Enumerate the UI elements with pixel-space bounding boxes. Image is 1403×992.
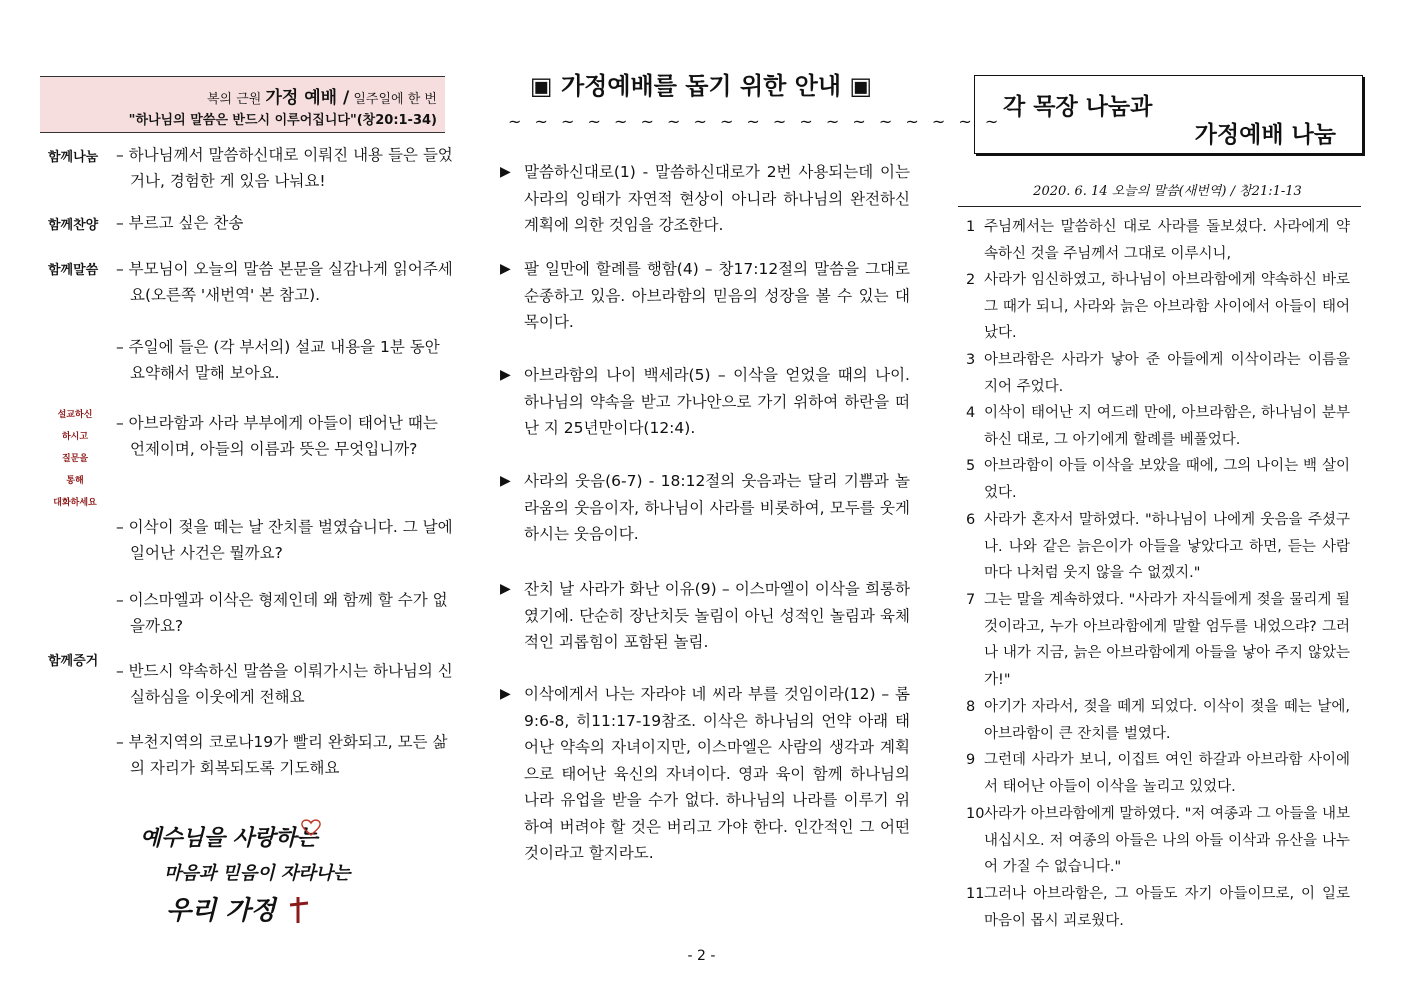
play-arrow-icon: ▶	[500, 473, 511, 489]
play-arrow-icon: ▶	[500, 367, 511, 383]
verse	[966, 453, 1350, 506]
list-item: – 부모님이 오늘의 말씀 본문을 실감나게 읽어주세요(오른쪽 '새번역' 본 참고).	[116, 260, 453, 304]
play-arrow-icon: ▶	[500, 581, 511, 597]
sharing-title-box	[974, 75, 1363, 154]
list-item: – 아브라함과 사라 부부에게 아들이 태어난 때는 언제이며, 아들의 이름과 뜻은 무엇입니까?	[116, 414, 438, 458]
side-note-line: 설교하신	[57, 410, 93, 420]
verse-number: 10	[966, 806, 985, 822]
guide-bullet	[500, 681, 910, 867]
guide-bullet	[500, 468, 910, 548]
guide-bullet	[500, 159, 910, 239]
verse-number: 7	[966, 592, 976, 608]
box-title-line-2: 가정예배 나눔	[1194, 122, 1336, 148]
list-item: – 부천지역의 코로나19가 빨리 완화되고, 모든 삶의 자리가 회복되도록 기도해요	[116, 733, 448, 777]
verse-text: 아기가 자라서, 젖을 떼게 되었다. 이삭이 젖을 떼는 날에, 아브라함이 큰 잔치를 벌였다.	[984, 699, 1350, 742]
wave-divider: ~ ~ ~ ~ ~ ~ ~ ~ ~ ~ ~ ~ ~ ~ ~ ~ ~ ~ ~	[508, 112, 1003, 131]
verse-number: 6	[966, 512, 976, 528]
bullet-text: 잔치 날 사라가 화난 이유(9) – 이스마엘이 이삭을 희롱하였기에. 단순히 장난치듯 놀림이 아닌 성적인 놀림과 육체적인 괴롭힘이 포함된 놀림.	[524, 580, 910, 651]
header-theme: "하나님의 말씀은 반드시 이루어집니다"(창20:1-34)	[128, 113, 437, 128]
verse	[966, 347, 1350, 400]
bullet-text: 팔 일만에 할례를 행함(4) – 창17:12절의 말씀을 그대로 순종하고 있음. 아브라함의 믿음의 성장을 볼 수 있는 대목이다.	[524, 260, 910, 331]
list-item: – 주일에 들은 (각 부서의) 설교 내용을 1분 동안 요약해서 말해 보아요.	[116, 338, 440, 382]
scripture-date: 2020. 6. 14 오늘의 말씀(새번역) / 창21:1-13	[1033, 184, 1302, 199]
header-prefix: 복의 근원	[206, 92, 262, 107]
cross-icon	[290, 897, 308, 923]
verse-text: 주님께서는 말씀하신 대로 사라를 돌보셨다. 사라에게 약속하신 것을 주님께서 그대로 이루시니,	[984, 219, 1350, 262]
label-praise: 함께찬양	[48, 218, 99, 233]
verse-text: 이삭이 태어난 지 여드레 만에, 아브라함은, 하나님이 분부하신 대로, 그 아기에게 할례를 베풀었다.	[984, 405, 1350, 448]
bullet-text: 사라의 웃음(6-7) - 18:12절의 웃음과는 달리 기쁨과 놀라움의 웃음이자, 하나님이 사라를 비롯하여, 모두를 웃게 하시는 웃음이다.	[524, 472, 910, 543]
list-item: – 이삭이 젖을 떼는 날 잔치를 벌였습니다. 그 날에 일어난 사건은 뭘까요?	[116, 518, 453, 562]
verse-text: 그런데 사라가 보니, 이집트 여인 하갈과 아브라함 사이에서 태어난 아들이 이삭을 놀리고 있었다.	[984, 752, 1350, 795]
divider	[958, 206, 1361, 207]
bullet-text: 아브라함의 나이 백세라(5) – 이삭을 얻었을 때의 나이. 하나님의 약속을 받고 가나안으로 가기 위하여 하란을 떠난 지 25년만이다(12:4).	[524, 366, 910, 437]
verse-number: 3	[966, 352, 976, 368]
bullet-text: 말씀하신대로(1) - 말씀하신대로가 2번 사용되는데 이는 사라의 잉태가 자연적 현상이 아니라 하나님의 완전하신 계획에 의한 것임을 강조한다.	[524, 163, 910, 234]
side-note-line: 통해	[66, 476, 84, 486]
verse-text: 사라가 아브라함에게 말하였다. "저 여종과 그 아들을 내보내십시오. 저 여종의 아들은 나의 아들 이삭과 유산을 나누어 가질 수 없습니다."	[984, 806, 1350, 875]
verse	[966, 747, 1350, 800]
guide-bullet	[500, 362, 910, 442]
header-title: 가정 예배 /	[265, 88, 350, 108]
verse-number: 1	[966, 219, 976, 235]
box-title-line-1: 각 목장 나눔과	[1003, 94, 1153, 120]
verse-text: 사라가 임신하였고, 하나님이 아브라함에게 약속하신 바로 그 때가 되니, 사라와 늙은 아브라함 사이에서 아들이 태어났다.	[984, 272, 1350, 341]
verse-text: 아브라함은 사라가 낳아 준 아들에게 이삭이라는 이름을 지어 주었다.	[984, 352, 1350, 395]
list-item: – 이스마엘과 이삭은 형제인데 왜 함께 할 수가 없을까요?	[116, 591, 448, 635]
verse-text: 아브라함이 아들 이삭을 보았을 때에, 그의 나이는 백 살이었다.	[984, 458, 1350, 501]
list-item: – 반드시 약속하신 말씀을 이뤄가시는 하나님의 신실하심을 이웃에게 전해요	[116, 662, 453, 706]
verse-text: 그는 말을 계속하였다. "사라가 자식들에게 젖을 물리게 될 것이라고, 누가 아브라함에게 말할 엄두를 내었으랴? 그러나 내가 지금, 늙은 아브라함에게 아들을 낳아 주지 않았는가!"	[984, 592, 1350, 688]
label-witness: 함께증거	[48, 654, 99, 669]
guide-bullet	[500, 576, 910, 656]
verse-number: 2	[966, 272, 976, 288]
sig-line-3: 우리 가정	[166, 896, 276, 926]
verse-number: 9	[966, 752, 976, 768]
play-arrow-icon: ▶	[500, 686, 511, 702]
verse-number: 4	[966, 405, 976, 421]
list-item: – 부르고 싶은 찬송	[116, 214, 244, 232]
verse-number: 8	[966, 699, 976, 715]
header-row	[207, 83, 437, 108]
header-frequency: 일주일에 한 번	[353, 92, 437, 107]
page-number: - 2 -	[687, 948, 716, 964]
calligraphy-signature	[130, 815, 360, 930]
play-arrow-icon: ▶	[500, 164, 511, 180]
side-note-line: 하시고	[61, 432, 89, 442]
verse	[966, 214, 1350, 267]
calligraphy-art	[130, 815, 360, 930]
list-item: – 하나님께서 말씀하신대로 이뤄진 내용 들은 들었거나, 경험한 게 있음 나눠요!	[116, 146, 453, 190]
sig-line-2: 마음과 믿음이 자라나는	[164, 863, 351, 884]
guide-title: ▣ 가정예배를 돕기 위한 안내 ▣	[529, 72, 873, 100]
label-word: 함께말씀	[48, 263, 99, 278]
play-arrow-icon: ▶	[500, 261, 511, 277]
side-note	[50, 404, 100, 514]
label-share: 함께나눔	[48, 150, 99, 165]
verse-number: 11	[966, 886, 985, 902]
verse	[966, 694, 1350, 747]
verse	[966, 587, 1350, 693]
side-note-line: 대화하세요	[53, 498, 97, 508]
verse	[966, 801, 1350, 881]
side-note-line: 질문을	[61, 454, 89, 464]
verse	[966, 881, 1350, 934]
verse	[966, 267, 1350, 347]
bullet-text: 이삭에게서 나는 자라야 네 씨라 부를 것임이라(12) – 롬9:6-8, 히11:17-19참조. 이삭은 하나님의 언약 아래 태어난 약속의 자녀이지만, 이스마엘은 사람의 생각과 계획으로 태어난 육신의 자녀이다. 영과 육이 함께 하나님의 나라 유업을 받을 수가 없다. 하나님의 나라를 이루기 위하여 버려야 할 것은 버리고 가야 한다. 인간적인 그 어떤 것이라고 할지라도.	[524, 685, 910, 862]
sig-line-1: 예수님을 사랑하는	[140, 825, 318, 851]
verse-text: 사라가 혼자서 말하였다. "하나님이 나에게 웃음을 주셨구나. 나와 같은 늙은이가 아들을 낳았다고 하면, 듣는 사람마다 나처럼 웃지 않을 수 없겠지."	[984, 512, 1350, 581]
worship-header	[40, 76, 445, 133]
verse-text: 그러나 아브라함은, 그 아들도 자기 아들이므로, 이 일로 마음이 몹시 괴로웠다.	[984, 886, 1350, 929]
verse	[966, 400, 1350, 453]
verse	[966, 507, 1350, 587]
guide-bullet	[500, 256, 910, 336]
verse-number: 5	[966, 458, 976, 474]
